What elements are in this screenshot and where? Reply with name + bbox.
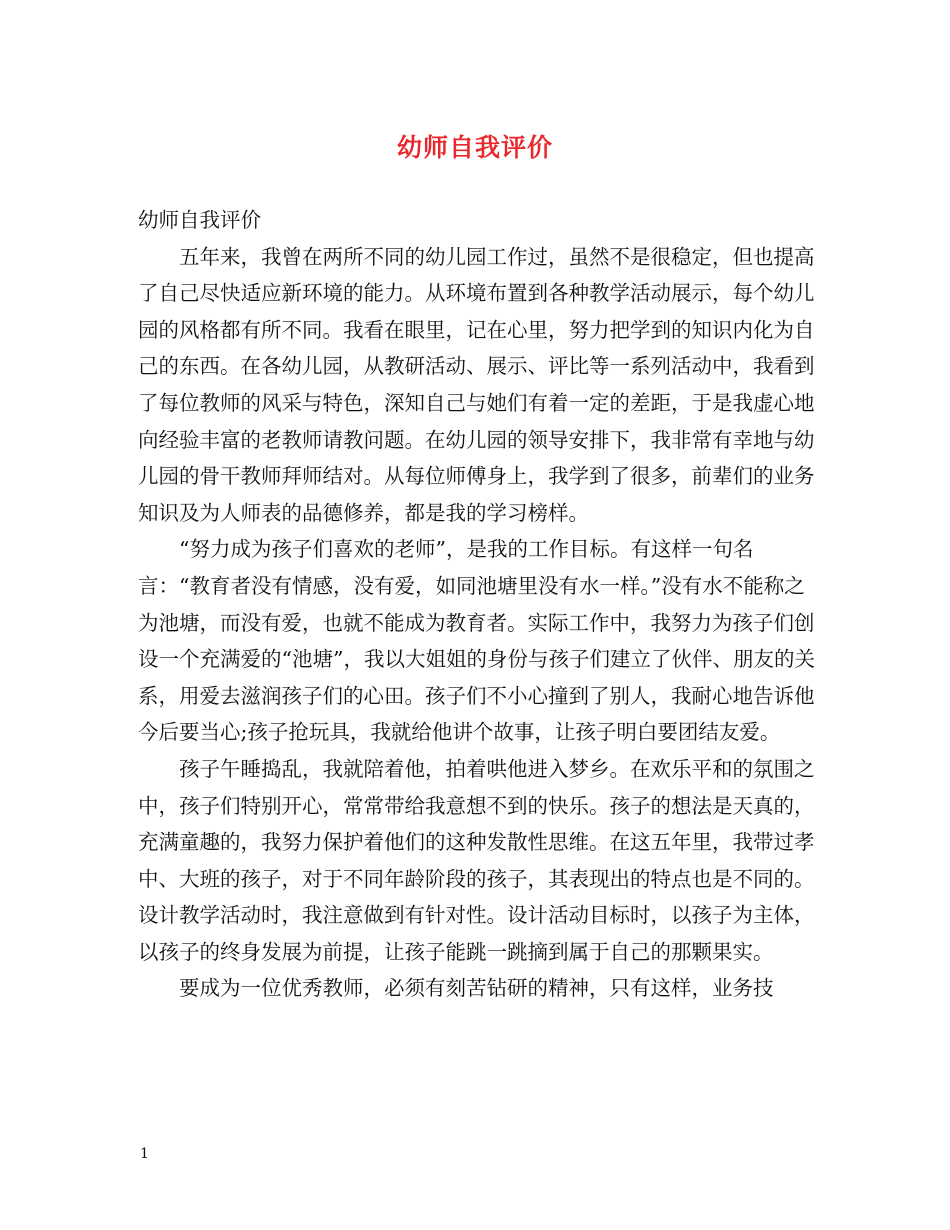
- document-subtitle: 幼师自我评价: [138, 208, 261, 232]
- paragraph-3: 孩子午睡捣乱，我就陪着他，拍着哄他进入梦乡。在欢乐平和的氛围之中，孩子们特别开心，常常带给我意想不到的快乐。孩子的想法是天真的，充满童趣的，我努力保护着他们的这种发散性思维。在这五年里，我带过孝中、大班的孩子，对于不同年龄阶段的孩子，其表现出的特点也是不同的。设计教学活动时，我注意做到有针对性。设计活动目标时，以孩子为主体，以孩子的终身发展为前提，让孩子能跳一跳摘到属于自己的那颗果实。: [138, 756, 815, 964]
- document-title: 幼师自我评价: [396, 133, 553, 162]
- page-number: 1: [140, 1146, 149, 1162]
- paragraph-4: 要成为一位优秀教师，必须有刻苦钻研的精神，只有这样，业务技: [179, 976, 774, 1001]
- paragraph-1: 五年来，我曾在两所不同的幼儿园工作过，虽然不是很稳定，但也提高了自己尽快适应新环境的能力。从环境布置到各种教学活动展示，每个幼儿园的风格都有所不同。我看在眼里，记在心里，努力把学到的知识内化为自己的东西。在各幼儿园，从教研活动、展示、评比等一系列活动中，我看到了每位教师的风采与特色，深知自己与她们有着一定的差距，于是我虚心地向经验丰富的老教师请教问题。在幼儿园的领导安排下，我非常有幸地与幼儿园的骨干教师拜师结对。从每位师傅身上，我学到了很多，前辈们的业务知识及为人师表的品德修养，都是我的学习榜样。: [138, 244, 815, 525]
- paragraph-2: “努力成为孩子们喜欢的老师”，是我的工作目标。有这样一句名言：“教育者没有情感，没有爱，如同池塘里没有水一样。”没有水不能称之为池塘，而没有爱，也就不能成为教育者。实际工作中，我努力为孩子们创设一个充满爱的“池塘”，我以大姐姐的身份与孩子们建立了伙伴、朋友的关系，用爱去滋润孩子们的心田。孩子们不小心撞到了别人，我耐心地告诉他今后要当心;孩子抢玩具，我就给他讲个故事，让孩子明白要团结友爱。: [138, 537, 815, 745]
- document-body: [138, 202, 818, 1007]
